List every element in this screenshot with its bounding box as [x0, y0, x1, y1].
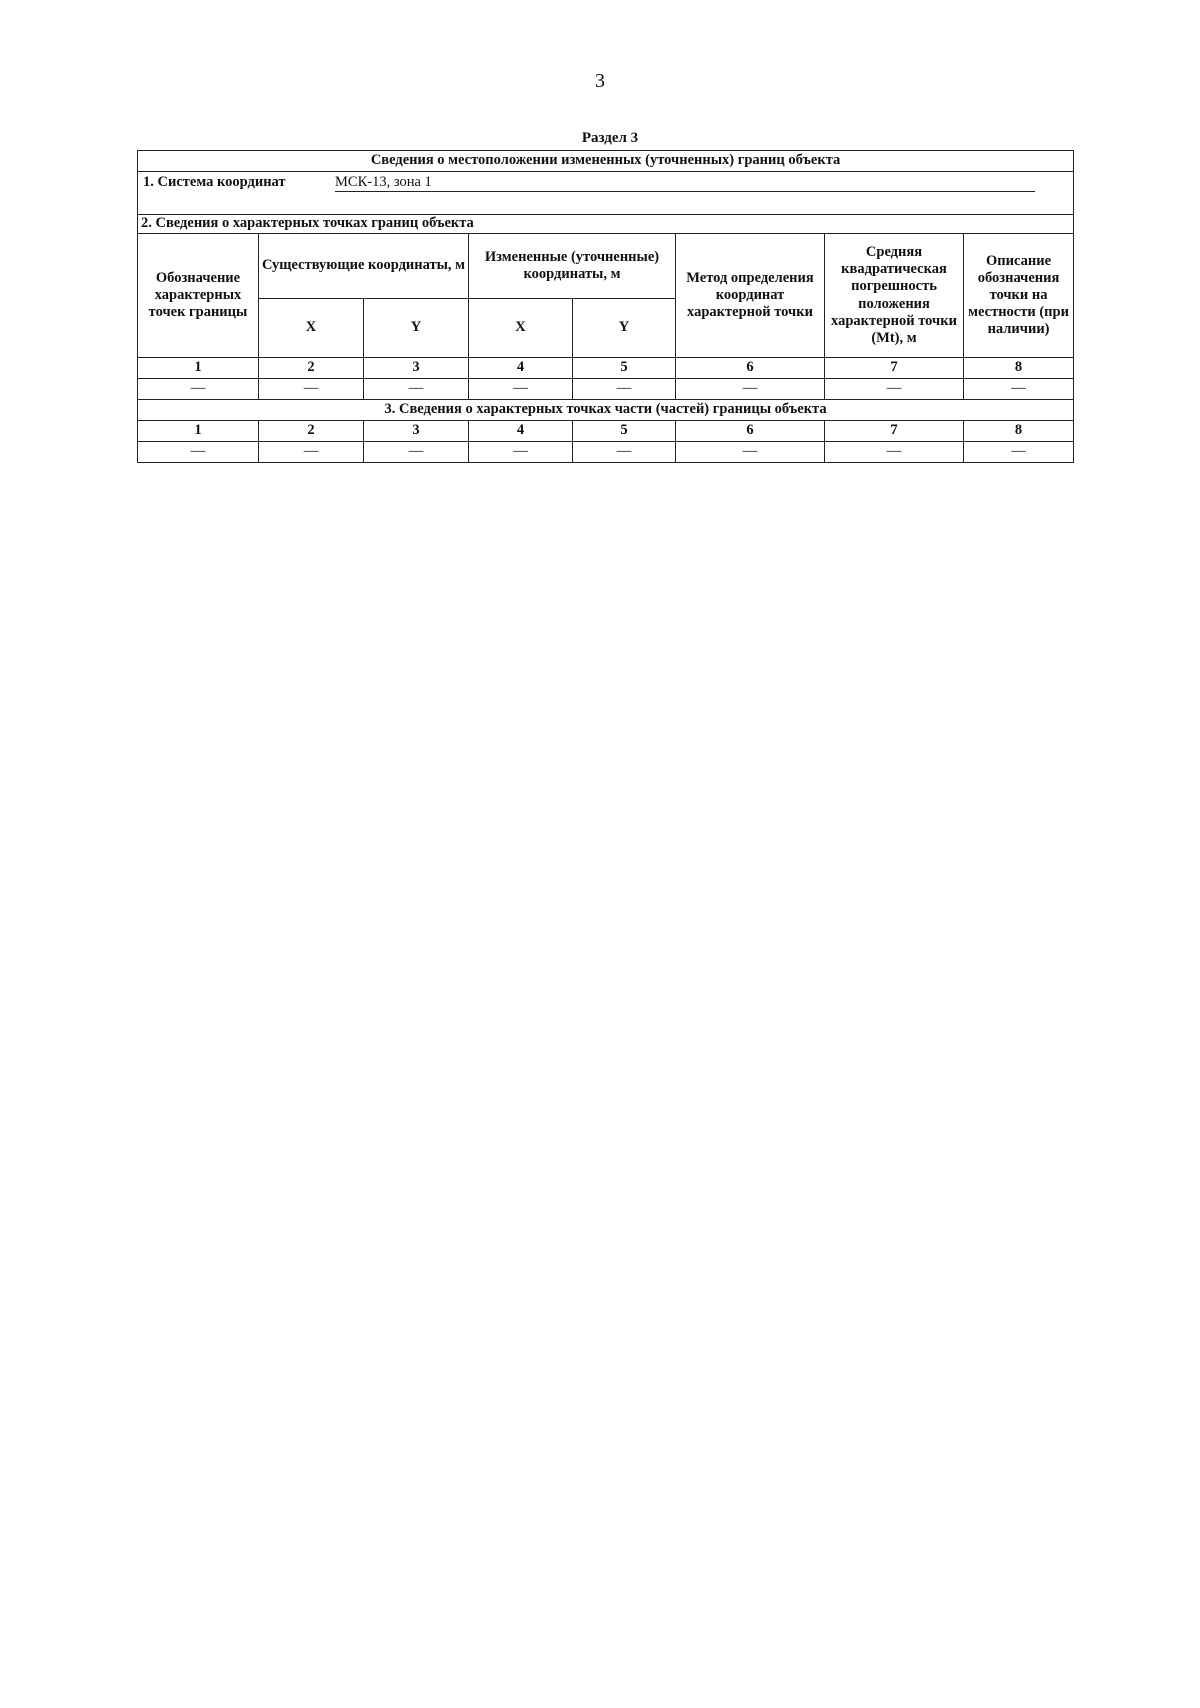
column-number: 5: [573, 421, 676, 442]
column-number: 4: [469, 358, 573, 379]
header-existing-y: Y: [364, 299, 469, 358]
table-cell: —: [364, 442, 469, 463]
column-numbers-row: [138, 358, 1074, 379]
column-number: 1: [138, 421, 259, 442]
parts-section-title: 3. Сведения о характерных точках части (частей) границы объекта: [138, 400, 1074, 421]
page-number: 3: [595, 70, 605, 92]
table-row: [138, 379, 1074, 400]
points-section-title: 2. Сведения о характерных точках границ объекта: [138, 215, 1074, 234]
column-number: 6: [676, 358, 825, 379]
boundary-table: [137, 150, 1074, 463]
table-cell: —: [825, 442, 964, 463]
table-cell: —: [364, 379, 469, 400]
column-number: 6: [676, 421, 825, 442]
table-cell: —: [676, 442, 825, 463]
blank-line: [138, 194, 1074, 215]
table-cell: —: [469, 379, 573, 400]
column-number: 8: [964, 421, 1074, 442]
table-cell: —: [825, 379, 964, 400]
coord-system-label: 1. Система координат: [143, 173, 286, 190]
column-number: 1: [138, 358, 259, 379]
table-cell: —: [676, 379, 825, 400]
column-number: 5: [573, 358, 676, 379]
column-number: 2: [259, 358, 364, 379]
coord-system-row: [138, 172, 1074, 195]
table-cell: —: [573, 379, 676, 400]
column-number: 2: [259, 421, 364, 442]
table-cell: —: [138, 379, 259, 400]
coord-system-value: МСК-13, зона 1: [335, 174, 1035, 192]
header-method: Метод определения координат характерной точки: [676, 234, 825, 358]
table-cell: —: [259, 379, 364, 400]
table-cell: —: [573, 442, 676, 463]
header-changed-coords: Измененные (уточненные) координаты, м: [469, 234, 676, 299]
header-existing-x: X: [259, 299, 364, 358]
table-cell: —: [138, 442, 259, 463]
header-description: Описание обозначения точки на местности (при наличии): [964, 234, 1074, 358]
header-changed-x: X: [469, 299, 573, 358]
header-error: Средняя квадратическая погрешность положения характерной точки (Mt), м: [825, 234, 964, 358]
header-existing-coords: Существующие координаты, м: [259, 234, 469, 299]
column-number: 8: [964, 358, 1074, 379]
parts-column-numbers-row: [138, 421, 1074, 442]
table-title: Сведения о местоположении измененных (уточненных) границ объекта: [138, 151, 1074, 172]
table-row: [138, 442, 1074, 463]
header-designation: Обозначение характерных точек границы: [138, 234, 259, 358]
column-number: 3: [364, 421, 469, 442]
table-cell: —: [964, 442, 1074, 463]
column-number: 3: [364, 358, 469, 379]
table-cell: —: [259, 442, 364, 463]
table-cell: —: [469, 442, 573, 463]
section-title: Раздел 3: [581, 130, 639, 146]
header-changed-y: Y: [573, 299, 676, 358]
column-number: 7: [825, 358, 964, 379]
column-number: 7: [825, 421, 964, 442]
table-cell: —: [964, 379, 1074, 400]
column-number: 4: [469, 421, 573, 442]
